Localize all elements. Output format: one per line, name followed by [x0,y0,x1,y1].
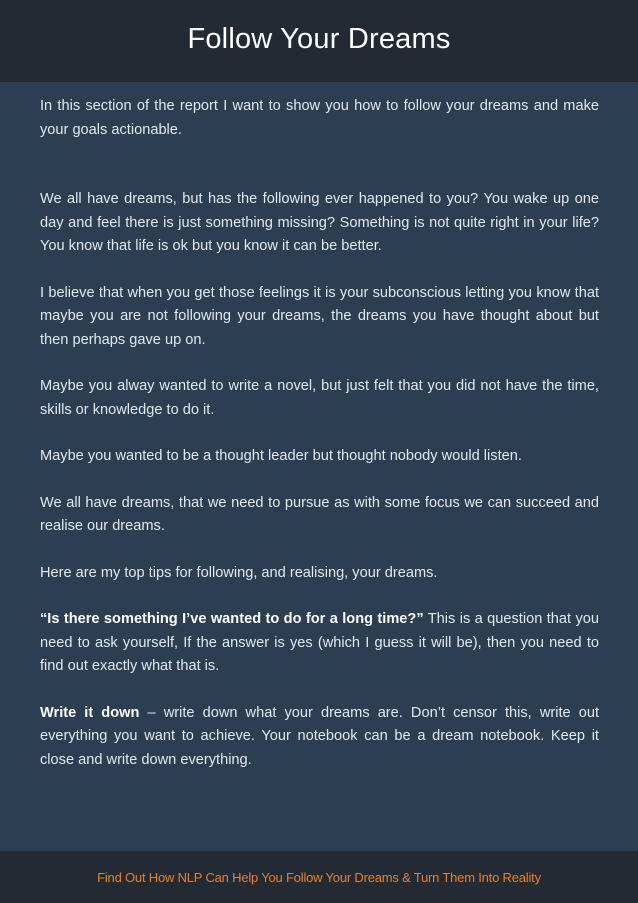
intro-paragraph: In this section of the report I want to show you how to follow your dreams and make your goals actionable. [40,98,599,138]
body-paragraph: I believe that when you get those feelings it is your subconscious letting you know that maybe you are not following your dreams, the dreams you have thought about but then perhaps gave up on. [40,284,599,348]
body-paragraph: Maybe you alway wanted to write a novel, but just felt that you did not have the time, skills or knowledge to do it. [40,378,599,418]
tip-text: – write down what your dreams are. Don’t censor this, write out everything you want to achieve. Your notebook can be a dream notebook. Keep it close and write down everything. [40,704,600,768]
tip-heading: Write it down [40,704,140,721]
tip-heading: “Is there something I’ve wanted to do for a long time?” [40,611,424,627]
body-paragraph: We all have dreams, that we need to pursue as with some focus we can succeed and realise our dreams. [40,494,599,534]
page-footer [0,851,638,903]
body-paragraph: We all have dreams, but has the following ever happened to you? You wake up one day and feel there is just something missing? Something is not quite right in your life? You know that life is ok but you know it can be better. [40,191,599,254]
tip-paragraph [40,702,599,773]
article-body [40,95,599,795]
body-paragraph: Maybe you wanted to be a thought leader but thought nobody would listen. [40,448,522,464]
footer-link[interactable]: Find Out How NLP Can Help You Follow Your Dreams & Turn Them Into Reality [97,869,541,885]
tip-text: This is a question that you need to ask yourself, If the answer is yes (which I guess it will be), then you need to find out exactly what that is. [40,611,599,674]
page-title: Follow Your Dreams [187,22,451,55]
page-header [0,0,638,82]
body-paragraph: Here are my top tips for following, and realising, your dreams. [40,564,438,581]
tip-paragraph [40,608,599,679]
